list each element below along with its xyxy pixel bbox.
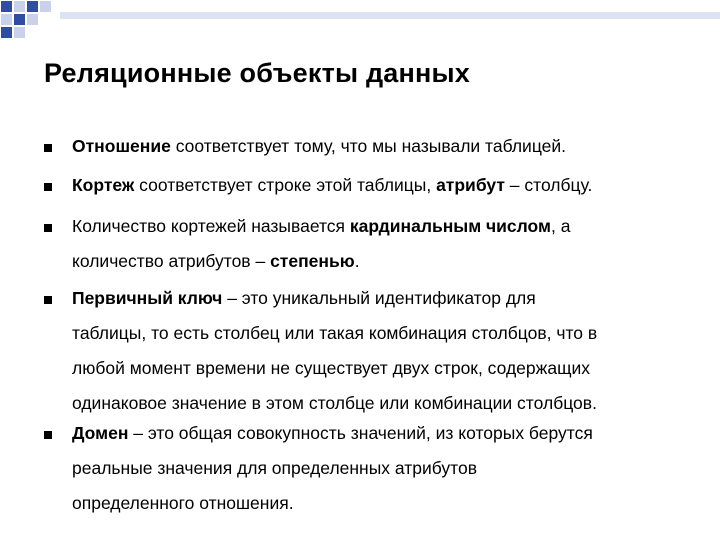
bullet-text-line — [72, 458, 477, 478]
text-run: . — [354, 251, 360, 271]
text-run: – это общая совокупность значений, из которых берутся — [128, 423, 593, 443]
text-run: – это уникальный идентификатор для — [222, 288, 536, 308]
bold-term: кардинальным числом — [349, 216, 551, 236]
bold-term: степенью — [270, 251, 355, 271]
bullet-text-line — [72, 136, 566, 156]
bullet-marker — [44, 224, 52, 232]
text-run: Количество кортежей называется — [72, 216, 350, 236]
text-run: любой момент времени не существует двух строк, содержащих — [72, 358, 591, 378]
bullet-marker — [44, 183, 52, 191]
bold-term: Домен — [72, 423, 129, 443]
text-run: – столбцу. — [504, 175, 593, 195]
bullet-text-line — [72, 393, 597, 413]
bullet-marker — [44, 296, 52, 304]
bullet-text-line — [72, 288, 536, 308]
bold-term: Отношение — [72, 136, 171, 156]
text-run: соответствует тому, что мы называли таблицей. — [170, 136, 567, 156]
bullet-text-line — [72, 216, 570, 236]
bullet-text-line — [72, 493, 294, 513]
text-run: реальные значения для определенных атрибутов — [72, 458, 478, 478]
bullet-text-line — [72, 251, 360, 271]
text-run: , а — [550, 216, 571, 236]
bold-term: Кортеж — [72, 175, 135, 195]
text-run: количество атрибутов – — [72, 251, 271, 271]
bold-term: Первичный ключ — [72, 288, 223, 308]
bullet-text-line — [72, 423, 593, 443]
slide-title: Реляционные объекты данных — [44, 58, 470, 88]
text-run: одинаковое значение в этом столбце или комбинации столбцов. — [72, 393, 597, 413]
bold-term: атрибут — [436, 175, 505, 195]
text-run: определенного отношения. — [72, 493, 294, 513]
bullet-marker — [44, 431, 52, 439]
bullet-text-line — [72, 358, 590, 378]
bullet-text-line — [72, 323, 597, 343]
bullet-text-line — [72, 175, 592, 195]
bullet-marker — [44, 144, 52, 152]
text-run: соответствует строке этой таблицы, — [134, 175, 437, 195]
text-run: таблицы, то есть столбец или такая комбинация столбцов, что в — [72, 323, 598, 343]
